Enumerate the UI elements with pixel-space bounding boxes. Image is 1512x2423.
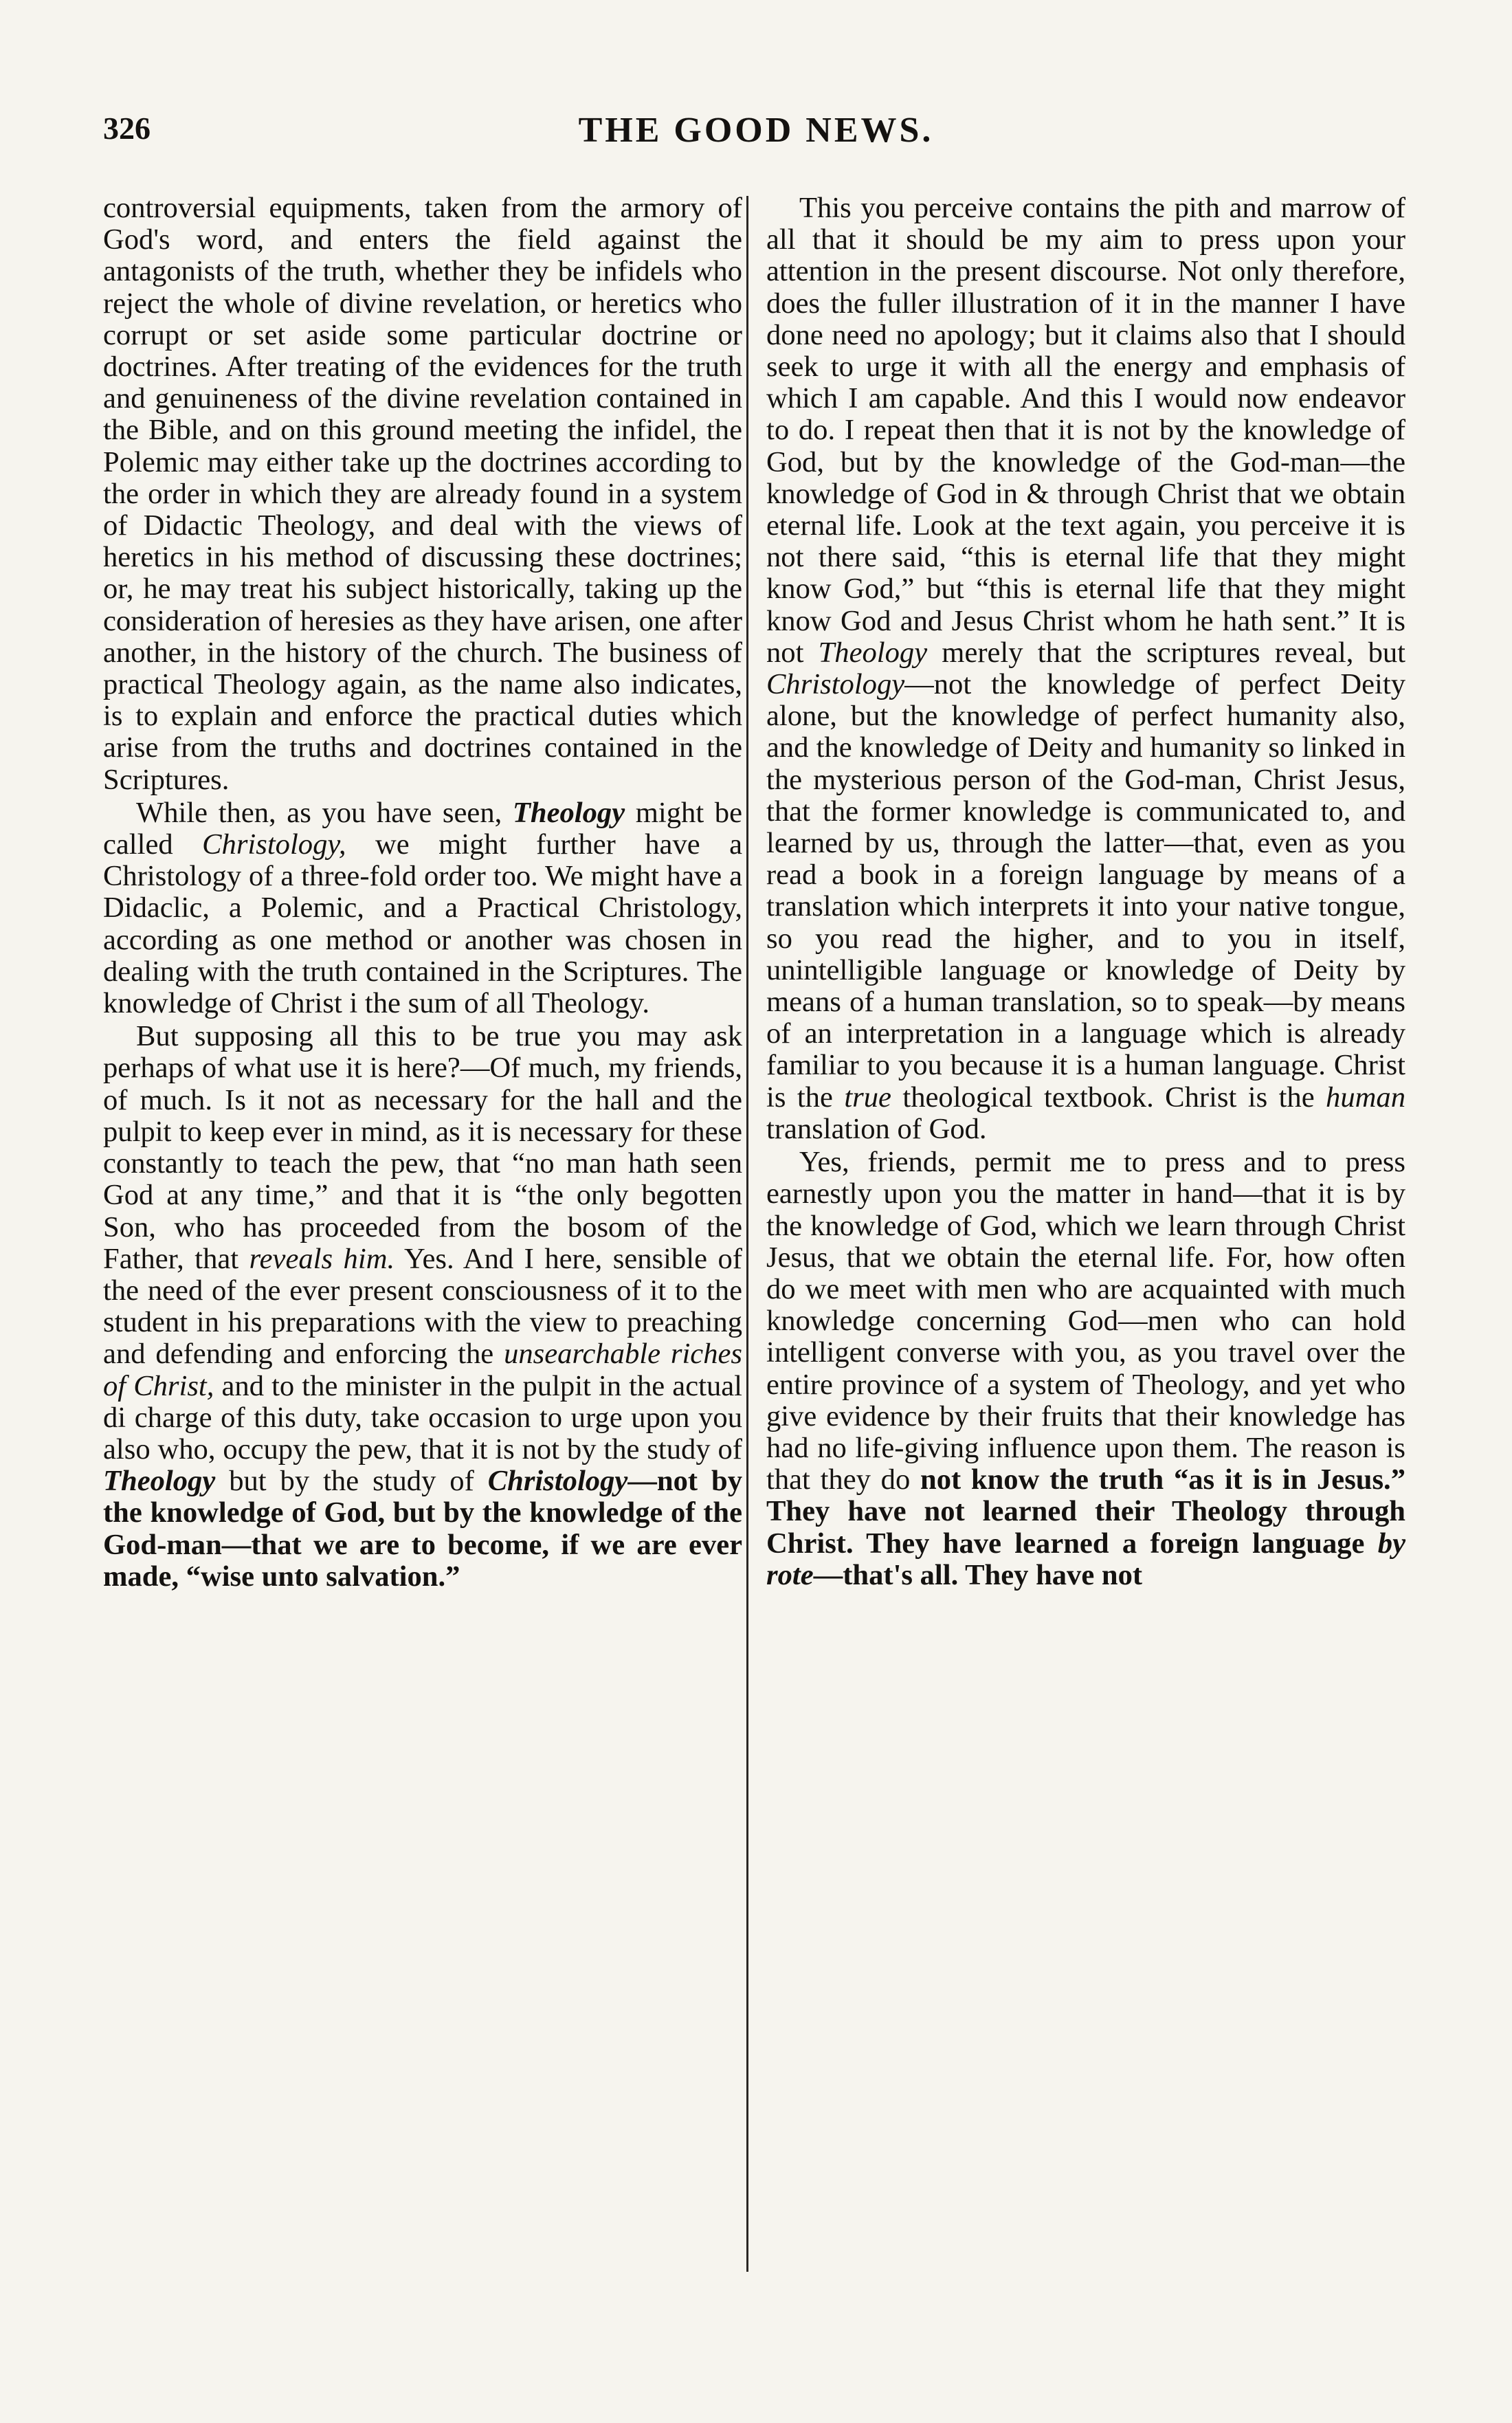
paragraph xyxy=(766,1147,1405,1591)
text-run: translation of God. xyxy=(766,1112,987,1145)
text-run: but by the study of xyxy=(215,1465,488,1498)
running-head: THE GOOD NEWS. xyxy=(578,111,934,150)
paragraph xyxy=(766,192,1405,1145)
text-run: Theology xyxy=(512,796,625,829)
text-run: merely that the scriptures reveal, but xyxy=(927,636,1405,669)
right-column xyxy=(766,192,1405,1591)
paragraph xyxy=(103,192,742,796)
text-run: Yes, friends, permit me to press and to press earnestly upon you the matter in hand—that it is by the knowledge of God, which we learn through Christ Jesus, that we obtain the eternal life. For, how often do we meet with men who are acquainted with much knowledge concerning God—men who can hold intelligent converse with you, as you travel over the entire province of a system of Theology, and yet who give evidence by their fruits that their knowledge has had no life-giving influence upon them. The reason is that they do xyxy=(766,1146,1405,1496)
text-run: Theology xyxy=(818,636,928,669)
column-rule xyxy=(746,196,748,2272)
text-run: we might further have a Christology of a three-fold order too. We might have a Didaclic, a Polemic, and a Practical Christology, according as one method or another was chosen in dealing with the truth contained in the Scriptures. The knowledge of Christ i the sum of all Theology. xyxy=(103,828,742,1020)
text-run: Yes. And I here, sensible of the need of the ever present consciousness of it to the student in his preparations with the view to preaching and defending and enforcing the xyxy=(103,1242,742,1371)
text-run: Christology xyxy=(487,1465,628,1498)
text-run: might be called xyxy=(103,796,742,861)
paragraph xyxy=(103,1021,742,1593)
text-run: theological textbook. Christ is the xyxy=(891,1081,1326,1114)
text-run: by rote xyxy=(766,1527,1405,1591)
paragraph xyxy=(103,797,742,1019)
text-run: This you perceive contains the pith and marrow of all that it should be my aim to press upon your attention in the present discourse. Not only therefore, does the fuller illustration of it in the manner I have done need no apology; but it claims also that I should seek to urge it with all the energy and emphasis of which I am capable. And this I would now endeavor to do. I repeat then that it is not by the knowledge of God, but by the knowledge of the God-man—the knowledge of God in & through Christ that we obtain eternal life. Look at the text again, you perceive it is not there said, “this is eternal life that they might know God,” but “this is eternal life that they might know God and Jesus Christ whom he hath sent.” It is not xyxy=(766,192,1405,669)
text-run: not know the truth “as it is in Jesus.” They have not learned their Theology through Christ. They have learned a foreign language xyxy=(766,1463,1405,1560)
text-run: and to the minister in the pulpit in the actual di charge of this duty, take occasion to urge upon you also who, occupy the pew, that it is not by the study of xyxy=(103,1369,742,1465)
text-run: While then, as you have seen, xyxy=(136,796,513,829)
text-run: controversial equipments, taken from the armory of God's word, and enters the field against the antagonists of the truth, whether they be infidels who reject the whole of divine revelation, or heretics who corrupt or set aside some particular doctrine or doctrines. After treating of the evidences for the truth and genuineness of the divine revelation contained in the Bible, and on this ground meeting the infidel, the Polemic may either take up the doctrines according to the order in which they are already found in a system of Didactic Theology, and deal with the views of heretics in his method of discussing these doctrines; or, he may treat his subject historically, taking up the consideration of heresies as they have arisen, one after another, in the history of the church. The business of practical Theology again, as the name also indicates, is to explain and enforce the practical duties which arise from the truths and doctrines contained in the Scriptures. xyxy=(103,192,742,796)
left-column xyxy=(103,192,742,1593)
text-run: But supposing all this to be true you may ask perhaps of what use it is here?—Of much, my friends, of much. Is it not as necessary for the hall and the pulpit to keep ever in mind, as it is necessary for these constantly to teach the pew, that “no man hath seen God at any time,” and that it is “the only begotten Son, who has proceeded from the bosom of the Father, that xyxy=(103,1020,742,1275)
text-run: —that's all. They have not xyxy=(813,1558,1143,1591)
text-run: true xyxy=(844,1081,891,1114)
text-run: reveals him. xyxy=(249,1242,395,1275)
text-run: —not the knowledge of perfect Deity alone, but the knowledge of perfect humanity also, and the knowledge of Deity and humanity so linked in the mysterious person of the God-man, Christ Jesus, that the former knowledge is communicated to, and learned by us, through the latter—that, even as you read a book in a foreign language by means of a translation which interprets it into your native tongue, so you read the higher, and to you in itself, unintelligible language or knowledge of Deity by means of a human translation, so to speak—by means of an interpretation in a language which is already familiar to you because it is a human language. Christ is the xyxy=(766,668,1405,1114)
text-run: human xyxy=(1326,1081,1405,1114)
text-run: Christology xyxy=(766,668,905,701)
text-run: —not by the knowledge of God, but by the knowledge of the God-man—that we are to become, if we are ever made, “wise unto salvation.” xyxy=(103,1465,742,1593)
page-number: 326 xyxy=(103,111,151,146)
text-run: Theology xyxy=(103,1465,216,1498)
text-run: Christology, xyxy=(202,828,346,861)
text-run: unsearchable riches of Christ, xyxy=(103,1338,742,1402)
